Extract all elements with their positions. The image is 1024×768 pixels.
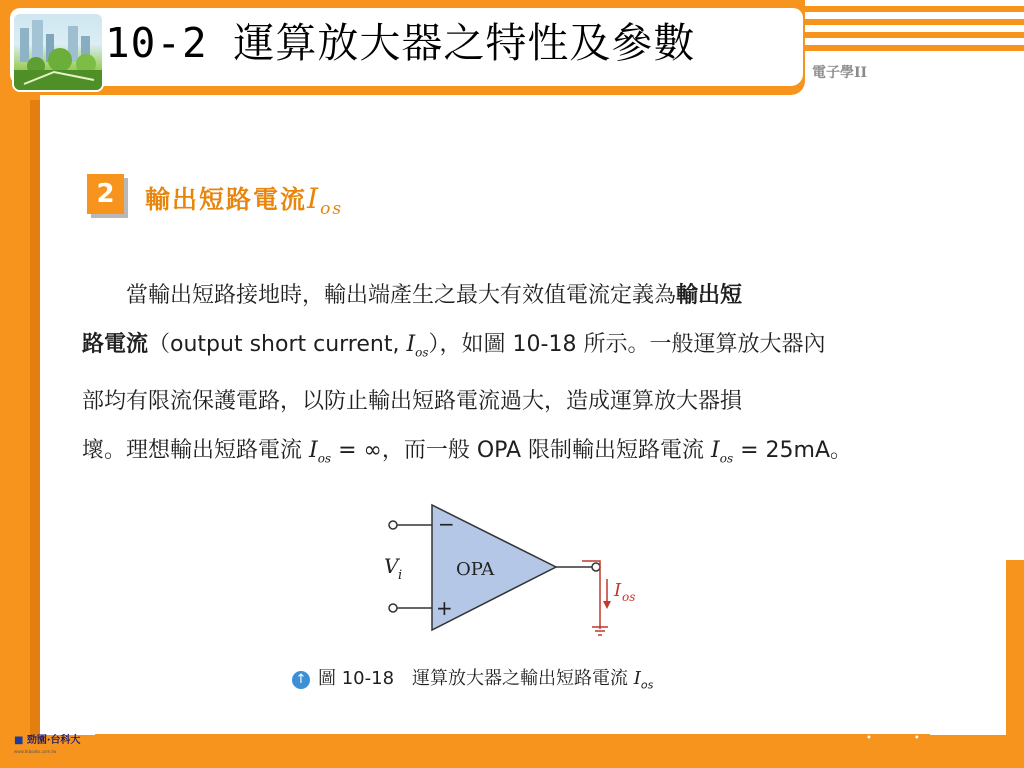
inverting-input-terminal: [389, 521, 397, 529]
section-title-text: 輸出短路電流: [145, 185, 308, 214]
opa-short-circuit-diagram: [370, 495, 650, 645]
l4-var-a: I: [309, 438, 318, 464]
minus-sign: −: [438, 512, 455, 536]
header-stripes: [805, 6, 1024, 52]
noninverting-input-terminal: [389, 604, 397, 612]
current-label-sub: os: [622, 590, 636, 604]
l1-bold-term: 輸出短: [676, 283, 743, 308]
section-title-sub: os: [320, 199, 344, 219]
subject-label: 電子學II: [812, 65, 868, 81]
caption-sub: os: [640, 678, 654, 692]
publisher-url: www.tkbooks.com.tw: [14, 749, 57, 754]
l4-sub-b: os: [719, 451, 734, 466]
l4-text-c: = 25mA。: [733, 438, 853, 464]
up-arrow-circle-icon: ↑: [292, 671, 310, 689]
chapter-logo-image: [12, 12, 104, 92]
section-title-var: I: [307, 182, 321, 215]
section-number-badge: 2: [87, 174, 124, 214]
l2-text-a: （output short current,: [148, 332, 407, 357]
output-terminal: [592, 563, 600, 571]
publisher-name: 勁園‧台科大: [26, 735, 81, 746]
caption-text: 圖 10-18 運算放大器之輸出短路電流: [318, 668, 634, 689]
l2-sub: os: [415, 345, 429, 360]
input-voltage-label: V: [384, 554, 399, 578]
figure-caption: [292, 664, 653, 692]
page-title: 10-2 運算放大器之特性及參數: [105, 19, 696, 67]
body-paragraph: [82, 271, 962, 484]
paragraph-line-1: [82, 271, 962, 320]
frame-left-inner-bar: [30, 100, 40, 740]
section-title: [145, 180, 343, 219]
paragraph-line-3: 部均有限流保護電路，以防止輸出短路電流過大，造成運算放大器損: [82, 389, 743, 415]
paragraph-line-4: [82, 426, 962, 483]
current-label: I: [614, 580, 622, 601]
l2-text-b: ），如圖 10-18 所示。一般運算放大器內: [428, 332, 826, 357]
l2-bold-term: 路電流: [82, 332, 149, 357]
amp-label: OPA: [456, 559, 495, 580]
publisher-logo: [14, 731, 80, 746]
l4-text-a: 壞。理想輸出短路電流: [82, 438, 309, 464]
l2-var: I: [406, 332, 416, 357]
frame-bottom-panel: [95, 734, 930, 748]
input-voltage-sub: i: [398, 568, 403, 583]
publisher-mark-icon: ■: [14, 735, 27, 746]
l4-text-b: = ∞，而一般 OPA 限制輸出短路電流: [331, 438, 712, 464]
l4-sub-a: os: [317, 451, 332, 466]
plus-sign: +: [436, 596, 453, 620]
current-arrow-head: [603, 601, 611, 609]
l1-text: 當輸出短路接地時，輸出端產生之最大有效值電流定義為: [82, 283, 677, 308]
paragraph-line-2: [82, 320, 962, 377]
l4-var-b: I: [711, 438, 720, 464]
caption-var: I: [633, 668, 641, 689]
bottom-dots: ••: [866, 733, 962, 744]
